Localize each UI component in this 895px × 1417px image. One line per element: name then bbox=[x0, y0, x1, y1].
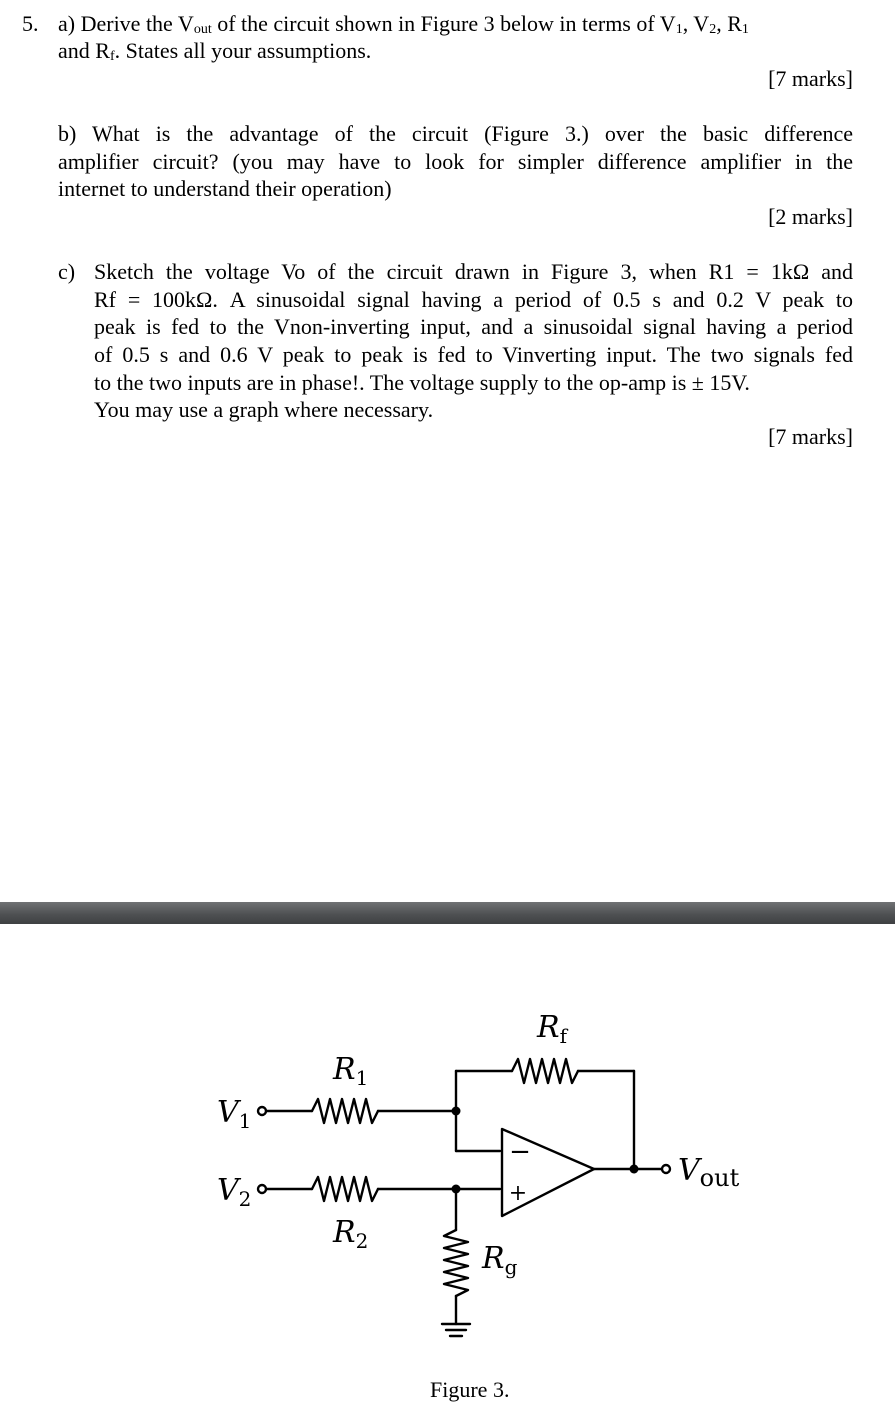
part-b-line-1: b) What is the advantage of the circuit (Figure 3.) over the basic difference bbox=[58, 121, 853, 146]
part-c-line-6: You may use a graph where necessary. bbox=[94, 397, 434, 422]
part-c-line-1: Sketch the voltage Vo of the circuit drawn in Figure 3, when R1 = 1kΩ and bbox=[94, 259, 853, 284]
part-c-line-3: peak is fed to the Vnon-inverting input, and a sinusoidal signal having a period bbox=[94, 314, 853, 339]
part-a-label: a) bbox=[58, 11, 76, 36]
part-b-marks: [2 marks] bbox=[768, 204, 853, 229]
rg-resistor bbox=[444, 1230, 468, 1296]
rg-label: $R_g$ bbox=[482, 1241, 518, 1279]
part-b-line-3: internet to understand their operation) bbox=[58, 176, 392, 201]
vout-terminal bbox=[662, 1165, 670, 1173]
minus-sign: − bbox=[509, 1137, 531, 1167]
junction-dot bbox=[452, 1185, 461, 1194]
part-c-marks: [7 marks] bbox=[768, 424, 853, 449]
rf-label: $R_f$ bbox=[537, 1010, 567, 1048]
rf-resistor bbox=[512, 1059, 578, 1083]
part-c-label: c) bbox=[58, 259, 76, 284]
circuit-diagram bbox=[0, 924, 895, 1412]
part-a-text: Derive the V bbox=[80, 11, 194, 36]
vout-label: $V_{out}$ bbox=[678, 1153, 740, 1192]
part-b-line-2: amplifier circuit? (you may have to look for simpler difference amplifier in the bbox=[58, 149, 853, 174]
part-c-line-4: of 0.5 s and 0.6 V peak to peak is fed to Vinverting input. The two signals fed bbox=[94, 342, 853, 367]
junction-dot bbox=[452, 1107, 461, 1116]
r2-resistor bbox=[312, 1177, 378, 1201]
part-a-marks: [7 marks] bbox=[768, 66, 853, 91]
r1-resistor bbox=[312, 1099, 378, 1123]
part-c-line-5: to the two inputs are in phase!. The voltage supply to the op-amp is ± 15V. bbox=[94, 370, 750, 395]
part-a-line-1: a) Derive the $V_{out}$ of the circuit shown in Figure 3 below in terms of $V_1$, $V_2$, $R_1$ bbox=[58, 11, 749, 37]
r2-label: $R_2$ bbox=[333, 1215, 369, 1253]
question-number: 5. bbox=[22, 11, 39, 36]
plus-sign: + bbox=[508, 1181, 528, 1206]
r1-label: $R_1$ bbox=[333, 1052, 369, 1090]
page-divider bbox=[0, 902, 895, 924]
v2-label: $V_2$ bbox=[217, 1173, 252, 1211]
part-c-line-2: Rf = 100kΩ. A sinusoidal signal having a period of 0.5 s and 0.2 V peak to bbox=[94, 287, 853, 312]
figure-caption: Figure 3. bbox=[430, 1377, 510, 1402]
v1-label: $V_1$ bbox=[217, 1095, 252, 1133]
part-a-line-2: and $R_f$. States all your assumptions. bbox=[58, 38, 372, 64]
junction-dot bbox=[630, 1165, 639, 1174]
circuit-figure bbox=[0, 924, 895, 1412]
